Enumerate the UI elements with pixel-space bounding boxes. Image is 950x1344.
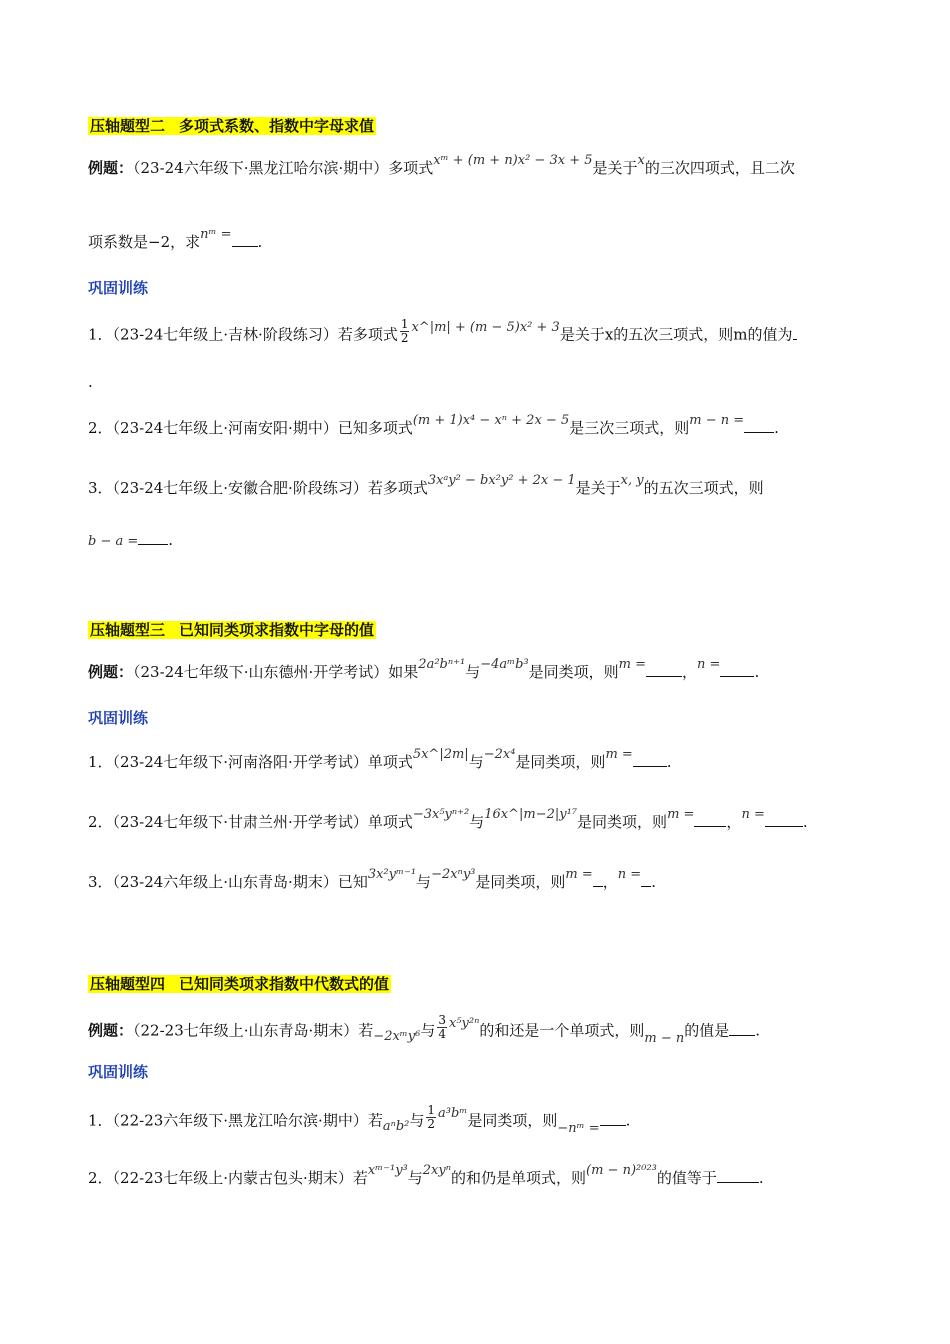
s4-item-1: 1．（22-23六年级下·黑龙江哈尔滨·期中）若aⁿb²与 $\frac{1}{2}$ a³bᵐ是同类项，则−nᵐ = .	[88, 1103, 631, 1136]
answer-blank	[633, 752, 667, 767]
section-3-title: 压轴题型三 已知同类项求指数中字母的值	[90, 621, 375, 639]
answer-blank	[641, 872, 651, 887]
practice-label-2: 巩固训练	[88, 279, 149, 297]
s3-item-2: 2．（23-24七年级下·甘肃兰州·开学考试）单项式−3x⁵yⁿ⁺²与16x^|m−2|y¹⁷是同类项，则m = ，n = .	[88, 807, 808, 831]
answer-blank	[232, 232, 258, 247]
answer-blank	[138, 530, 168, 545]
s2-item-3: 3．（23-24七年级上·安徽合肥·阶段练习）若多项式3xᵃy² − bx²y² + 2x − 1是关于x, y的五次三项式，则	[88, 473, 764, 497]
s2-item-2: 2．（23-24七年级上·河南安阳·期中）已知多项式(m + 1)x⁴ − xⁿ + 2x − 5是三次三项式，则m − n = .	[88, 413, 779, 437]
example-3: 例题：（23-24七年级下·山东德州·开学考试）如果2a²bⁿ⁺¹与−4aᵐb³是同类项，则m = ，n = .	[88, 657, 760, 681]
s4-item-2: 2．（22-23七年级上·内蒙古包头·期末）若xᵐ⁻¹y³与2xyⁿ的和仍是单项式，则(m − n)²⁰²³的值等于 .	[88, 1163, 764, 1187]
example-2-line1: 例题：（23-24六年级下·黑龙江哈尔滨·期中）多项式xᵐ + (m + n)x² − 3x + 5是关于x的三次四项式，且二次	[88, 153, 795, 177]
section-2-title: 压轴题型二 多项式系数、指数中字母求值	[90, 117, 375, 135]
answer-blank	[646, 662, 682, 677]
answer-blank	[717, 1168, 759, 1183]
answer-blank	[593, 872, 603, 887]
s2-item-1-cont: .	[88, 373, 93, 391]
answer-blank	[765, 812, 803, 827]
answer-blank	[720, 662, 754, 677]
answer-blank	[744, 418, 774, 433]
s2-item-3-cont: b − a = .	[88, 531, 174, 549]
answer-blank	[729, 1021, 755, 1036]
section-4-title: 压轴题型四 已知同类项求指数中代数式的值	[90, 975, 390, 993]
practice-label-3: 巩固训练	[88, 709, 149, 727]
s2-item-1: 1．（23-24七年级上·吉林·阶段练习）若多项式 $\frac{1}{2}$ x^|m| + (m − 5)x² + 3是关于x的五次三项式，则m的值为	[88, 322, 797, 349]
example-2-line2: 项系数是−2，求nᵐ = .	[88, 227, 263, 251]
s3-item-1: 1．（23-24七年级下·河南洛阳·开学考试）单项式5x^|2m|与−2x⁴是同类项，则m = .	[88, 747, 672, 771]
answer-blank	[694, 812, 726, 827]
answer-blank	[600, 1111, 626, 1126]
practice-label-4: 巩固训练	[88, 1063, 149, 1081]
example-4: 例题：（22-23七年级上·山东青岛·期末）若−2xᵐy⁶与 $\frac{3}{4}$ x⁵y²ⁿ的和还是一个单项式，则m − n的值是 .	[88, 1013, 761, 1046]
s3-item-3: 3．（23-24六年级上·山东青岛·期末）已知3x²yᵐ⁻¹与−2xⁿy³是同类项，则m = ，n = .	[88, 867, 656, 891]
